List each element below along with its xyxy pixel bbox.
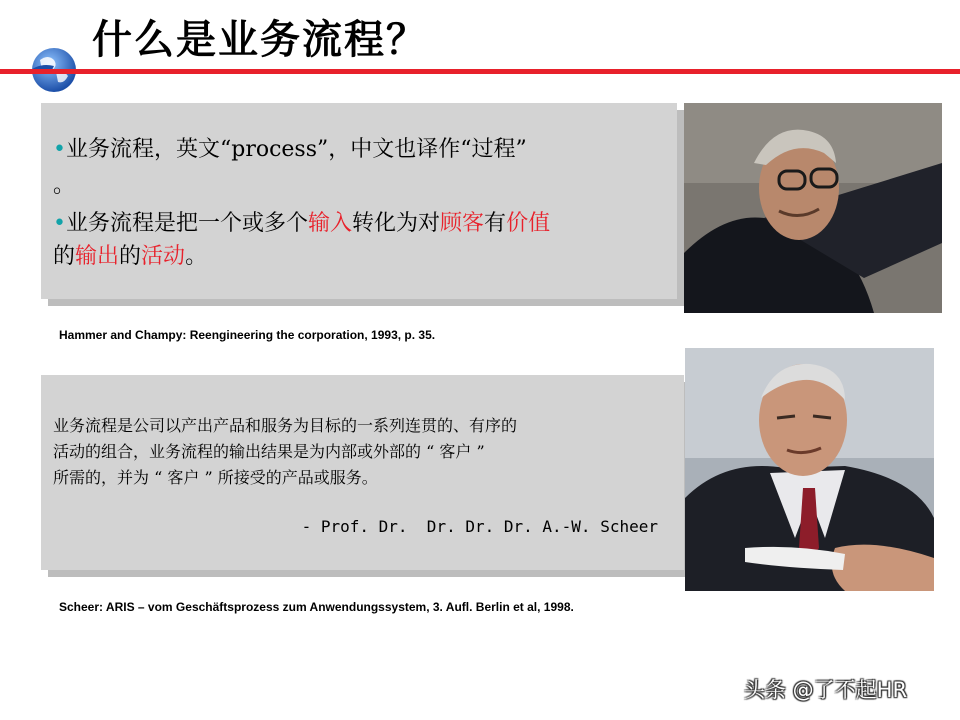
definition-line-4: 的输出的活动。 [53, 244, 208, 269]
citation-hammer: Hammer and Champy: Reengineering the corporation, 1993, p. 35. [59, 328, 436, 342]
highlight-customer: 顾客 [440, 211, 485, 236]
highlight-value: 价值 [506, 211, 551, 236]
bullet-dot-icon: • [53, 211, 66, 236]
highlight-input: 输入 [308, 211, 353, 236]
definition-line-1: •业务流程，英文“process”，中文也译作“过程” [53, 137, 527, 162]
page-title: 什么是业务流程？ [92, 16, 428, 63]
quote-line-2: 活动的组合，业务流程的输出结果是为内部或外部的 “ 客户 ” [53, 442, 485, 461]
hammer-photo [684, 103, 942, 313]
scheer-photo [685, 348, 934, 591]
quote-box [41, 375, 684, 570]
definition-box [41, 103, 677, 299]
citation-scheer: Scheer: ARIS – vom Geschäftsprozess zum Anwendungssystem, 3. Aufl. Berlin et al, 1998. [59, 600, 574, 614]
highlight-output: 输出 [75, 244, 120, 269]
definition-line-2: 。 [53, 173, 76, 198]
quote-line-3: 所需的，并为 “ 客户 ” 所接受的产品或服务。 [53, 468, 378, 487]
title-divider [0, 69, 960, 74]
watermark: 头条 @了不起HR [744, 678, 908, 702]
quote-author: - Prof. Dr. Dr. Dr. Dr. A.-W. Scheer [301, 517, 658, 536]
quote-line-1: 业务流程是公司以产出产品和服务为目标的一系列连贯的、有序的 [53, 416, 518, 435]
bullet-dot-icon: • [53, 137, 66, 162]
definition-line-3: •业务流程是把一个或多个输入转化为对顾客有价值 [53, 211, 551, 236]
highlight-activity: 活动 [141, 244, 186, 269]
